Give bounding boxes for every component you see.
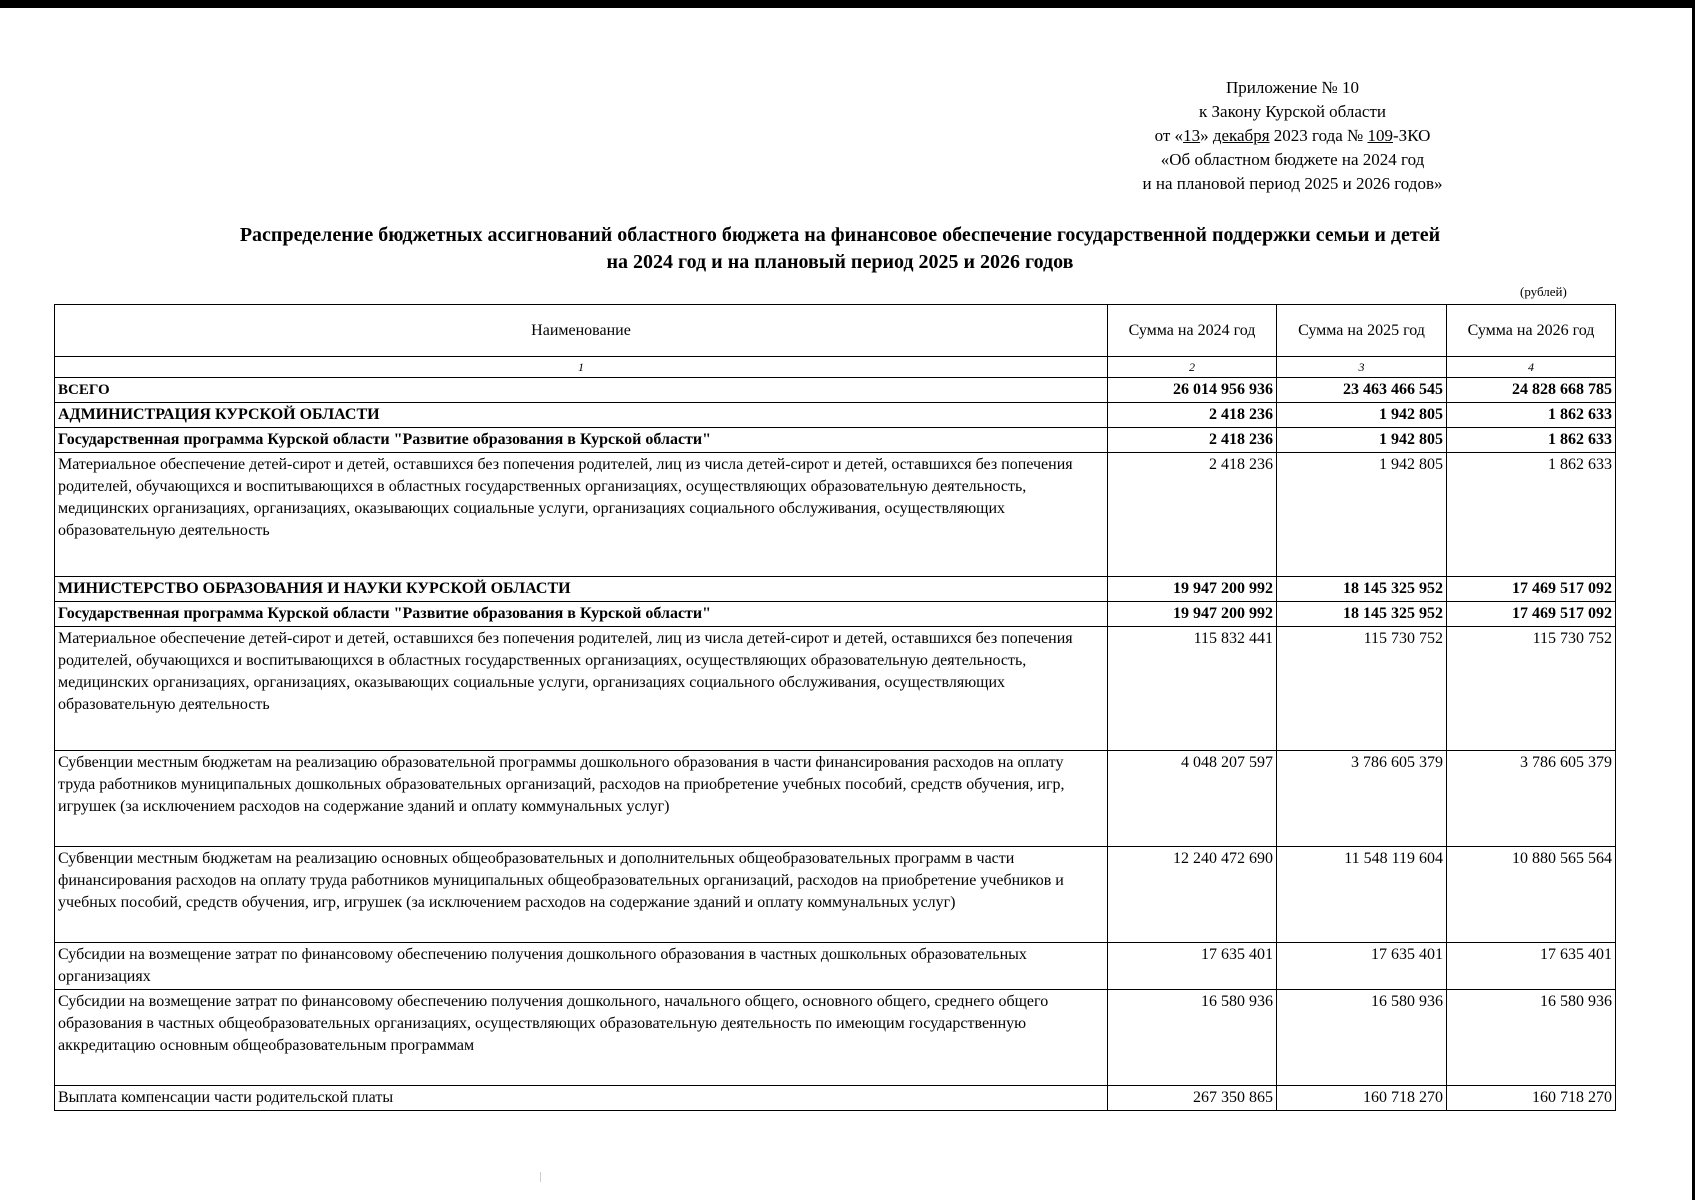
table-row [55,627,1616,751]
row-sum-2024: 26 014 956 936 [1108,378,1277,403]
row-sum-2025: 1 942 805 [1277,428,1447,453]
row-sum-2024: 16 580 936 [1108,990,1277,1086]
row-sum-2026: 115 730 752 [1447,627,1616,751]
header-2025: Сумма на 2025 год [1277,305,1447,357]
appendix-date-line [1090,124,1495,148]
table-row [55,602,1616,627]
row-sum-2024: 12 240 472 690 [1108,847,1277,943]
row-sum-2024: 19 947 200 992 [1108,602,1277,627]
date-mid: » [1200,126,1213,145]
column-number-row [55,357,1616,378]
header-name: Наименование [55,305,1108,357]
row-sum-2026: 3 786 605 379 [1447,751,1616,847]
date-day: 13 [1183,126,1201,145]
row-sum-2026: 24 828 668 785 [1447,378,1616,403]
appendix-law-title: «Об областном бюджете на 2024 год [1160,150,1425,169]
row-sum-2026: 16 580 936 [1447,990,1616,1086]
units-label: (рублей) [1520,284,1567,299]
row-sum-2025: 3 786 605 379 [1277,751,1447,847]
row-sum-2026: 17 635 401 [1447,943,1616,990]
table-row [55,453,1616,577]
row-name: Субсидии на возмещение затрат по финансовому обеспечению получения дошкольного образования в частных дошкольных образовательных организациях [55,943,1108,990]
table-row [55,378,1616,403]
row-name: АДМИНИСТРАЦИЯ КУРСКОЙ ОБЛАСТИ [55,403,1108,428]
row-sum-2024: 115 832 441 [1108,627,1277,751]
table-row [55,990,1616,1086]
appendix-law-ref: к Закону Курской области [1199,102,1386,121]
header-2024: Сумма на 2024 год [1108,305,1277,357]
row-sum-2024: 2 418 236 [1108,453,1277,577]
row-sum-2024: 2 418 236 [1108,428,1277,453]
row-sum-2024: 17 635 401 [1108,943,1277,990]
row-name: Субвенции местным бюджетам на реализацию образовательной программы дошкольного образования в части финансирования расходов на оплату труда работников муниципальных дошкольных образовательных организаций, расходов на приобретение учебных пособий, средств обучения, игр, игрушек (за исключением расходов на содержание зданий и оплату коммунальных услуг) [55,751,1108,847]
scan-top-border [0,0,1695,8]
document-title [140,222,1540,276]
date-month: декабря [1212,126,1270,145]
row-sum-2024: 267 350 865 [1108,1086,1277,1111]
table-header-row [55,305,1616,357]
row-sum-2025: 18 145 325 952 [1277,577,1447,602]
row-sum-2025: 23 463 466 545 [1277,378,1447,403]
row-sum-2026: 17 469 517 092 [1447,577,1616,602]
row-sum-2025: 18 145 325 952 [1277,602,1447,627]
table-row [55,577,1616,602]
row-sum-2024: 2 418 236 [1108,403,1277,428]
row-sum-2026: 1 862 633 [1447,453,1616,577]
table-row [55,1086,1616,1111]
row-name: Государственная программа Курской области "Развитие образования в Курской области" [55,602,1108,627]
row-name: ВСЕГО [55,378,1108,403]
row-sum-2025: 1 942 805 [1277,453,1447,577]
row-sum-2025: 16 580 936 [1277,990,1447,1086]
appendix-law-period: и на плановой период 2025 и 2026 годов» [1142,174,1443,193]
scan-artifact [540,1172,541,1182]
row-name: Государственная программа Курской области "Развитие образования в Курской области" [55,428,1108,453]
row-sum-2025: 1 942 805 [1277,403,1447,428]
col-number-1: 1 [55,357,1108,378]
header-2026: Сумма на 2026 год [1447,305,1616,357]
law-suffix: -ЗКО [1393,126,1431,145]
date-prefix: от « [1154,126,1184,145]
row-sum-2026: 1 862 633 [1447,428,1616,453]
row-sum-2025: 160 718 270 [1277,1086,1447,1111]
table-row [55,403,1616,428]
title-line-1: Распределение бюджетных ассигнований областного бюджета на финансовое обеспечение государственной поддержки семьи и детей [239,224,1441,246]
table-row [55,943,1616,990]
col-number-2: 2 [1108,357,1277,378]
appendix-header [1090,76,1495,196]
row-name: МИНИСТЕРСТВО ОБРАЗОВАНИЯ И НАУКИ КУРСКОЙ ОБЛАСТИ [55,577,1108,602]
row-sum-2025: 115 730 752 [1277,627,1447,751]
table-row [55,751,1616,847]
date-year: 2023 года № [1269,126,1368,145]
law-number: 109 [1367,126,1394,145]
row-sum-2024: 19 947 200 992 [1108,577,1277,602]
row-sum-2026: 17 469 517 092 [1447,602,1616,627]
appendix-number: Приложение № 10 [1226,78,1359,97]
row-sum-2026: 10 880 565 564 [1447,847,1616,943]
row-name: Материальное обеспечение детей-сирот и детей, оставшихся без попечения родителей, лиц из числа детей-сирот и детей, оставшихся без попечения родителей, обучающихся и воспитывающихся в областных государственных организациях, осуществляющих образовательную деятельность, медицинских организациях, организациях, оказывающих социальные услуги, организациях социального обслуживания, осуществляющих образовательную деятельность [55,627,1108,751]
table-row [55,428,1616,453]
row-sum-2024: 4 048 207 597 [1108,751,1277,847]
row-name: Материальное обеспечение детей-сирот и детей, оставшихся без попечения родителей, лиц из числа детей-сирот и детей, оставшихся без попечения родителей, обучающихся и воспитывающихся в областных государственных организациях, осуществляющих образовательную деятельность, медицинских организациях, организациях, оказывающих социальные услуги, организациях социального обслуживания, осуществляющих образовательную деятельность [55,453,1108,577]
row-name: Субвенции местным бюджетам на реализацию основных общеобразовательных и дополнительных общеобразовательных программ в части финансирования расходов на оплату труда работников муниципальных общеобразовательных организаций, расходов на приобретение учебников и учебных пособий, средств обучения, игр, игрушек (за исключением расходов на содержание зданий и оплату коммунальных услуг) [55,847,1108,943]
col-number-3: 3 [1277,357,1447,378]
row-sum-2026: 1 862 633 [1447,403,1616,428]
table-row [55,847,1616,943]
title-line-2: на 2024 год и на плановый период 2025 и 2026 годов [606,251,1074,273]
row-sum-2025: 17 635 401 [1277,943,1447,990]
row-sum-2026: 160 718 270 [1447,1086,1616,1111]
budget-table [54,304,1616,1111]
row-sum-2025: 11 548 119 604 [1277,847,1447,943]
col-number-4: 4 [1447,357,1616,378]
row-name: Субсидии на возмещение затрат по финансовому обеспечению получения дошкольного, начального общего, основного общего, среднего общего образования в частных общеобразовательных организациях, осуществляющих образовательную деятельность по имеющим государственную аккредитацию основным общеобразовательным программам [55,990,1108,1086]
row-name: Выплата компенсации части родительской платы [55,1086,1108,1111]
